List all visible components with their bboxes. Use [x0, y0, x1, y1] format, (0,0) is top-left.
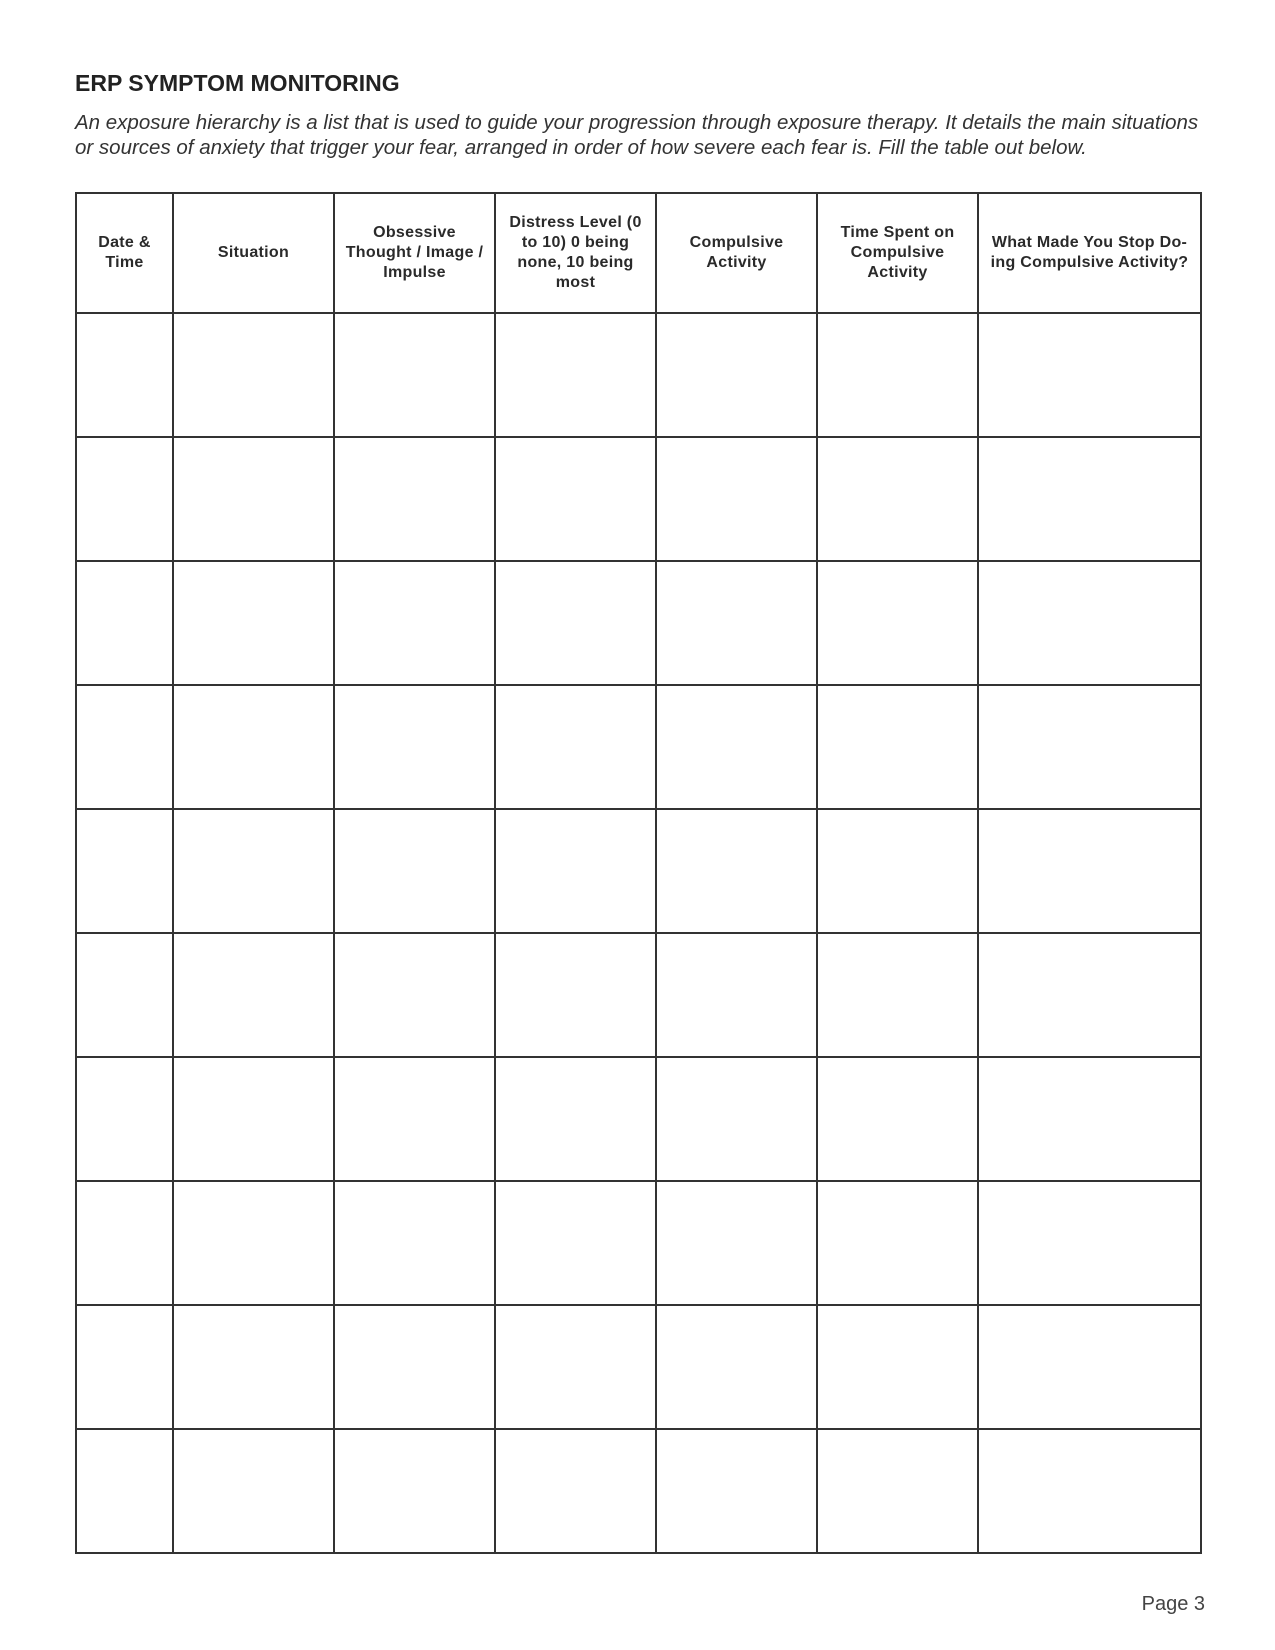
table-row [76, 1057, 1201, 1181]
table-cell[interactable] [495, 1057, 656, 1181]
table-cell[interactable] [334, 561, 495, 685]
table-cell[interactable] [76, 1305, 173, 1429]
symptom-monitoring-table [75, 192, 1202, 1554]
table-cell[interactable] [817, 1305, 978, 1429]
table-cell[interactable] [173, 313, 334, 437]
table-cell[interactable] [76, 1181, 173, 1305]
table-cell[interactable] [817, 561, 978, 685]
table-cell[interactable] [495, 1305, 656, 1429]
table-cell[interactable] [978, 561, 1201, 685]
table-cell[interactable] [334, 1305, 495, 1429]
table-cell[interactable] [334, 933, 495, 1057]
table-cell[interactable] [76, 933, 173, 1057]
column-header-distress-level: Distress Level (0 to 10) 0 being none, 10 being most [495, 193, 656, 313]
page-title: ERP SYMPTOM MONITORING [75, 70, 400, 96]
table-cell[interactable] [656, 437, 817, 561]
column-header-time-spent: Time Spent on Compulsive Activity [817, 193, 978, 313]
page-number: Page 3 [1141, 1593, 1205, 1615]
table-cell[interactable] [173, 1057, 334, 1181]
table-cell[interactable] [656, 1181, 817, 1305]
table-cell[interactable] [817, 313, 978, 437]
table-cell[interactable] [817, 933, 978, 1057]
table-cell[interactable] [656, 561, 817, 685]
table-cell[interactable] [817, 685, 978, 809]
table-cell[interactable] [495, 809, 656, 933]
table-cell[interactable] [334, 1429, 495, 1553]
table-cell[interactable] [978, 685, 1201, 809]
table-cell[interactable] [817, 1429, 978, 1553]
column-header-obsessive-thought: Obsessive Thought / Image / Impulse [334, 193, 495, 313]
table-cell[interactable] [978, 933, 1201, 1057]
table-cell[interactable] [656, 685, 817, 809]
table-cell[interactable] [656, 1057, 817, 1181]
table-cell[interactable] [978, 1305, 1201, 1429]
table-row [76, 685, 1201, 809]
intro-text: An exposure hierarchy is a list that is used to guide your progression through exposure therapy. It details the main situations or sources of anxiety that trigger your fear, arranged in order of how severe each fear is. Fill the table out below. [75, 111, 1199, 159]
table-cell[interactable] [656, 1305, 817, 1429]
table-row [76, 933, 1201, 1057]
table-cell[interactable] [76, 809, 173, 933]
table-cell[interactable] [495, 561, 656, 685]
table-row [76, 1181, 1201, 1305]
table-cell[interactable] [173, 561, 334, 685]
table-cell[interactable] [334, 685, 495, 809]
table-cell[interactable] [334, 313, 495, 437]
table-header-row [76, 193, 1201, 313]
table-cell[interactable] [334, 1057, 495, 1181]
table-cell[interactable] [656, 313, 817, 437]
table-row [76, 313, 1201, 437]
table-cell[interactable] [173, 1181, 334, 1305]
table-cell[interactable] [334, 437, 495, 561]
table-cell[interactable] [334, 809, 495, 933]
table-cell[interactable] [334, 1181, 495, 1305]
table-cell[interactable] [76, 1429, 173, 1553]
table-cell[interactable] [978, 437, 1201, 561]
table-cell[interactable] [817, 809, 978, 933]
table-cell[interactable] [495, 313, 656, 437]
table-cell[interactable] [76, 1057, 173, 1181]
table-cell[interactable] [495, 1429, 656, 1553]
column-header-compulsive-activity: Compulsive Activity [656, 193, 817, 313]
table-cell[interactable] [495, 685, 656, 809]
table-cell[interactable] [173, 437, 334, 561]
table-cell[interactable] [173, 1429, 334, 1553]
table-cell[interactable] [76, 313, 173, 437]
table-row [76, 1305, 1201, 1429]
column-header-what-made-you-stop: What Made You Stop Do-ing Compulsive Activity? [978, 193, 1201, 313]
column-header-date-time: Date & Time [76, 193, 173, 313]
table-cell[interactable] [76, 437, 173, 561]
table-cell[interactable] [495, 437, 656, 561]
table-cell[interactable] [656, 809, 817, 933]
table-cell[interactable] [173, 933, 334, 1057]
table-row [76, 1429, 1201, 1553]
table-cell[interactable] [978, 809, 1201, 933]
table-cell[interactable] [173, 809, 334, 933]
table-cell[interactable] [76, 561, 173, 685]
table-cell[interactable] [978, 313, 1201, 437]
table-cell[interactable] [817, 1181, 978, 1305]
table-cell[interactable] [978, 1429, 1201, 1553]
table-cell[interactable] [817, 437, 978, 561]
table-cell[interactable] [495, 933, 656, 1057]
column-header-situation: Situation [173, 193, 334, 313]
table-cell[interactable] [76, 685, 173, 809]
table-cell[interactable] [978, 1181, 1201, 1305]
table-cell[interactable] [173, 685, 334, 809]
table-cell[interactable] [978, 1057, 1201, 1181]
table-cell[interactable] [656, 933, 817, 1057]
table-cell[interactable] [656, 1429, 817, 1553]
table-cell[interactable] [817, 1057, 978, 1181]
table-row [76, 437, 1201, 561]
table-cell[interactable] [173, 1305, 334, 1429]
table-row [76, 809, 1201, 933]
table-row [76, 561, 1201, 685]
table-cell[interactable] [495, 1181, 656, 1305]
